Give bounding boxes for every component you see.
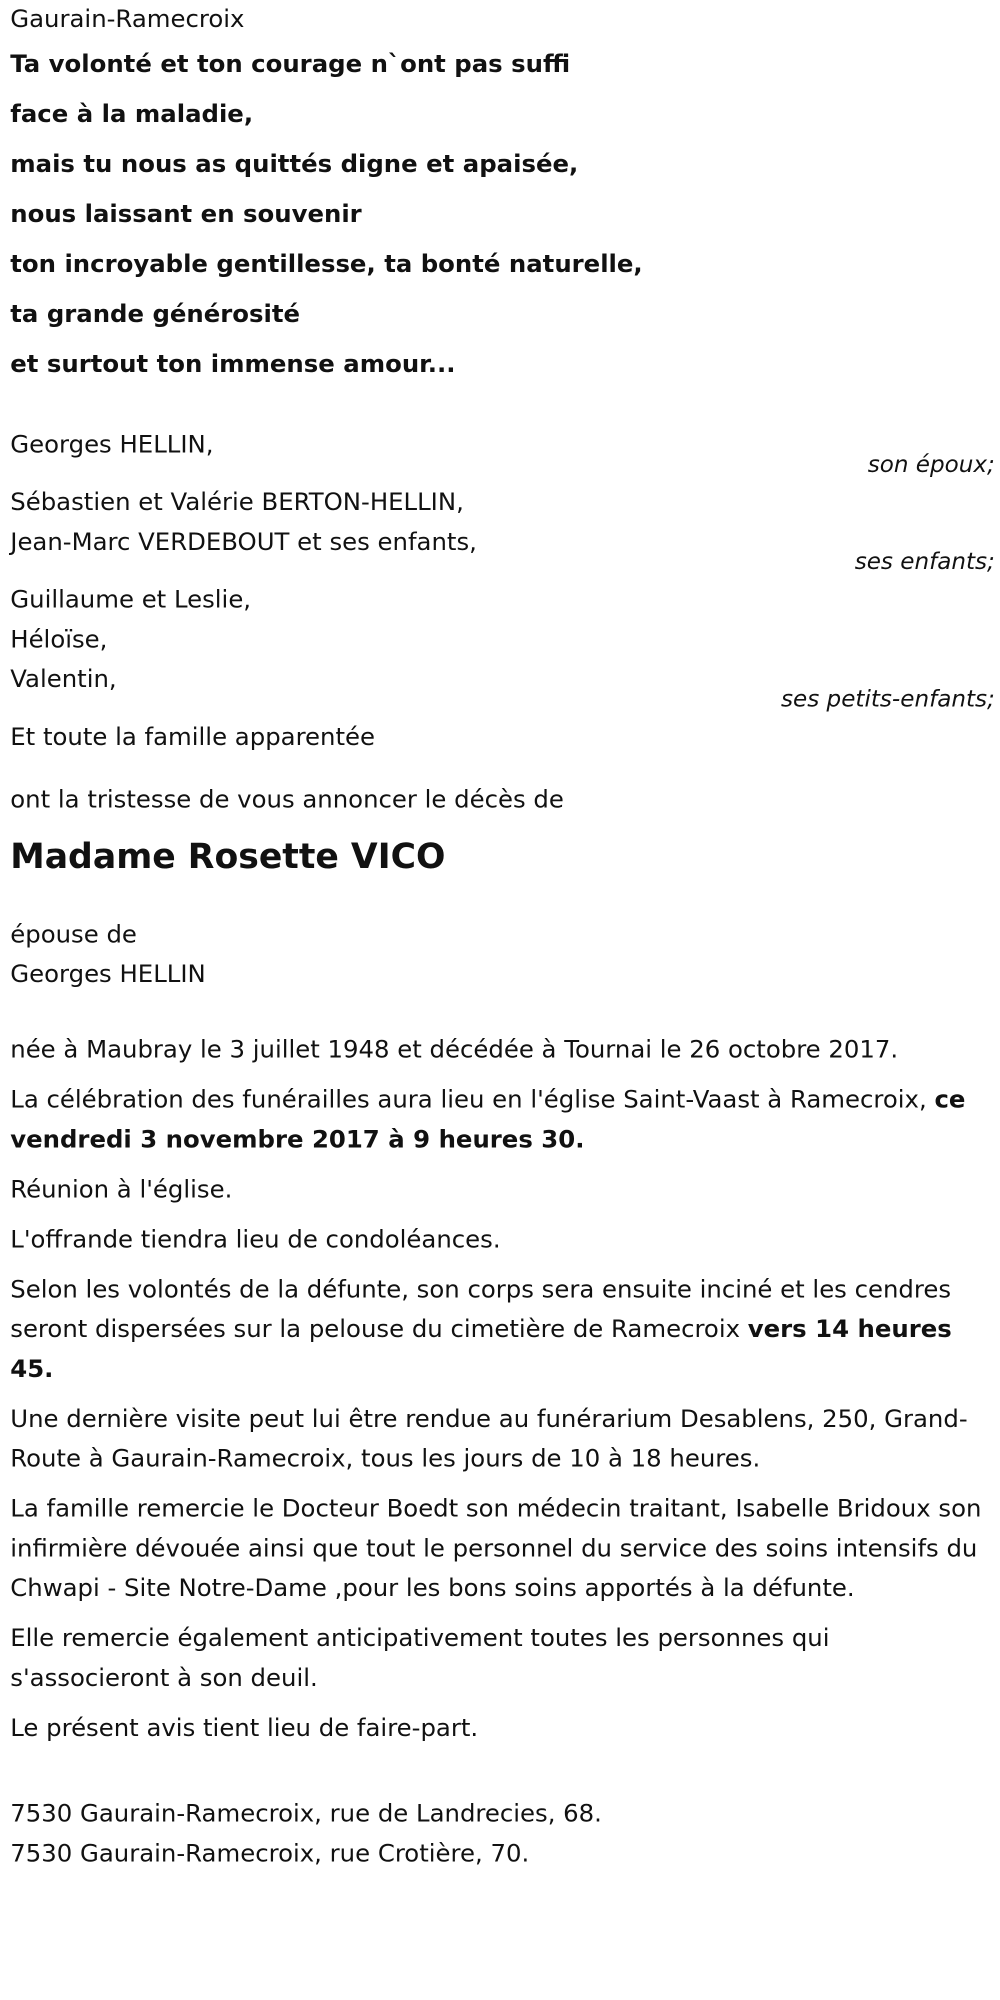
cremation-time: vers 14 heures 45. <box>10 1315 952 1384</box>
child-name: Jean-Marc VERDEBOUT et ses enfants, <box>10 528 477 557</box>
family-grandchildren <box>10 581 995 713</box>
birth-death: née à Maubray le 3 juillet 1948 et décédée à Tournai le 26 octobre 2017. <box>10 1035 899 1065</box>
family-spouse <box>10 426 995 479</box>
thanks-all: Elle remercie également anticipativement toutes les personnes qui s'associeront à son deuil. <box>10 1624 830 1693</box>
child-name: Sébastien et Valérie BERTON-HELLIN, <box>10 488 464 517</box>
offering: L'offrande tiendra lieu de condoléances. <box>10 1225 501 1254</box>
grandchild-name: Valentin, <box>10 665 117 694</box>
family-children <box>10 483 995 575</box>
deceased-name: Madame Rosette VICO <box>10 837 446 877</box>
spouse-of-name: Georges HELLIN <box>10 960 206 989</box>
poem-line: nous laissant en souvenir <box>10 199 362 229</box>
funeral-info <box>10 1081 995 1160</box>
poem-line: et surtout ton immense amour... <box>10 349 456 379</box>
thanks-medical: La famille remercie le Docteur Boedt son médecin traitant, Isabelle Bridoux son infirmière dévouée ainsi que tout le personnel du service des soins intensifs du Chwapi - Site Notre-Dame ,pour les bons soins apportés à la défunte. <box>10 1494 982 1603</box>
grandchild-name: Guillaume et Leslie, <box>10 585 252 615</box>
cremation-text: Selon les volontés de la défunte, son corps sera ensuite inciné et les cendres seront dispersées sur la pelouse du cimetière de Ramecroix <box>10 1275 952 1344</box>
extended-family: Et toute la famille apparentée <box>10 723 376 752</box>
poem-line: mais tu nous as quittés digne et apaisée, <box>10 149 579 179</box>
funeral-date: ce vendredi 3 novembre 2017 à 9 heures 30. <box>10 1085 966 1154</box>
poem-line: Ta volonté et ton courage n`ont pas suffi <box>10 49 571 79</box>
poem <box>10 40 995 390</box>
spouse-of-label: épouse de <box>10 920 137 949</box>
notice: Le présent avis tient lieu de faire-part. <box>10 1714 479 1743</box>
poem-line: face à la maladie, <box>10 99 254 129</box>
reunion: Réunion à l'église. <box>10 1175 233 1204</box>
grandchildren-role: ses petits-enfants; <box>780 685 995 713</box>
spouse-name: Georges HELLIN, <box>10 430 214 459</box>
poem-line: ta grande générosité <box>10 299 301 329</box>
address: 7530 Gaurain-Ramecroix, rue Crotière, 70. <box>10 1839 530 1868</box>
location-header: Gaurain-Ramecroix <box>10 5 245 34</box>
announcement: ont la tristesse de vous annoncer le décès de <box>10 785 564 815</box>
spouse-role: son époux; <box>867 451 995 479</box>
visit-info: Une dernière visite peut lui être rendue au funérarium Desablens, 250, Grand-Route à Gaurain-Ramecroix, tous les jours de 10 à 18 heures. <box>10 1405 968 1474</box>
address: 7530 Gaurain-Ramecroix, rue de Landrecies, 68. <box>10 1799 602 1829</box>
funeral-text: La célébration des funérailles aura lieu en l'église Saint-Vaast à Ramecroix, <box>10 1085 935 1115</box>
grandchild-name: Héloïse, <box>10 625 108 654</box>
children-role: ses enfants; <box>854 548 995 576</box>
poem-line: ton incroyable gentillesse, ta bonté naturelle, <box>10 249 643 279</box>
cremation-info <box>10 1270 995 1389</box>
